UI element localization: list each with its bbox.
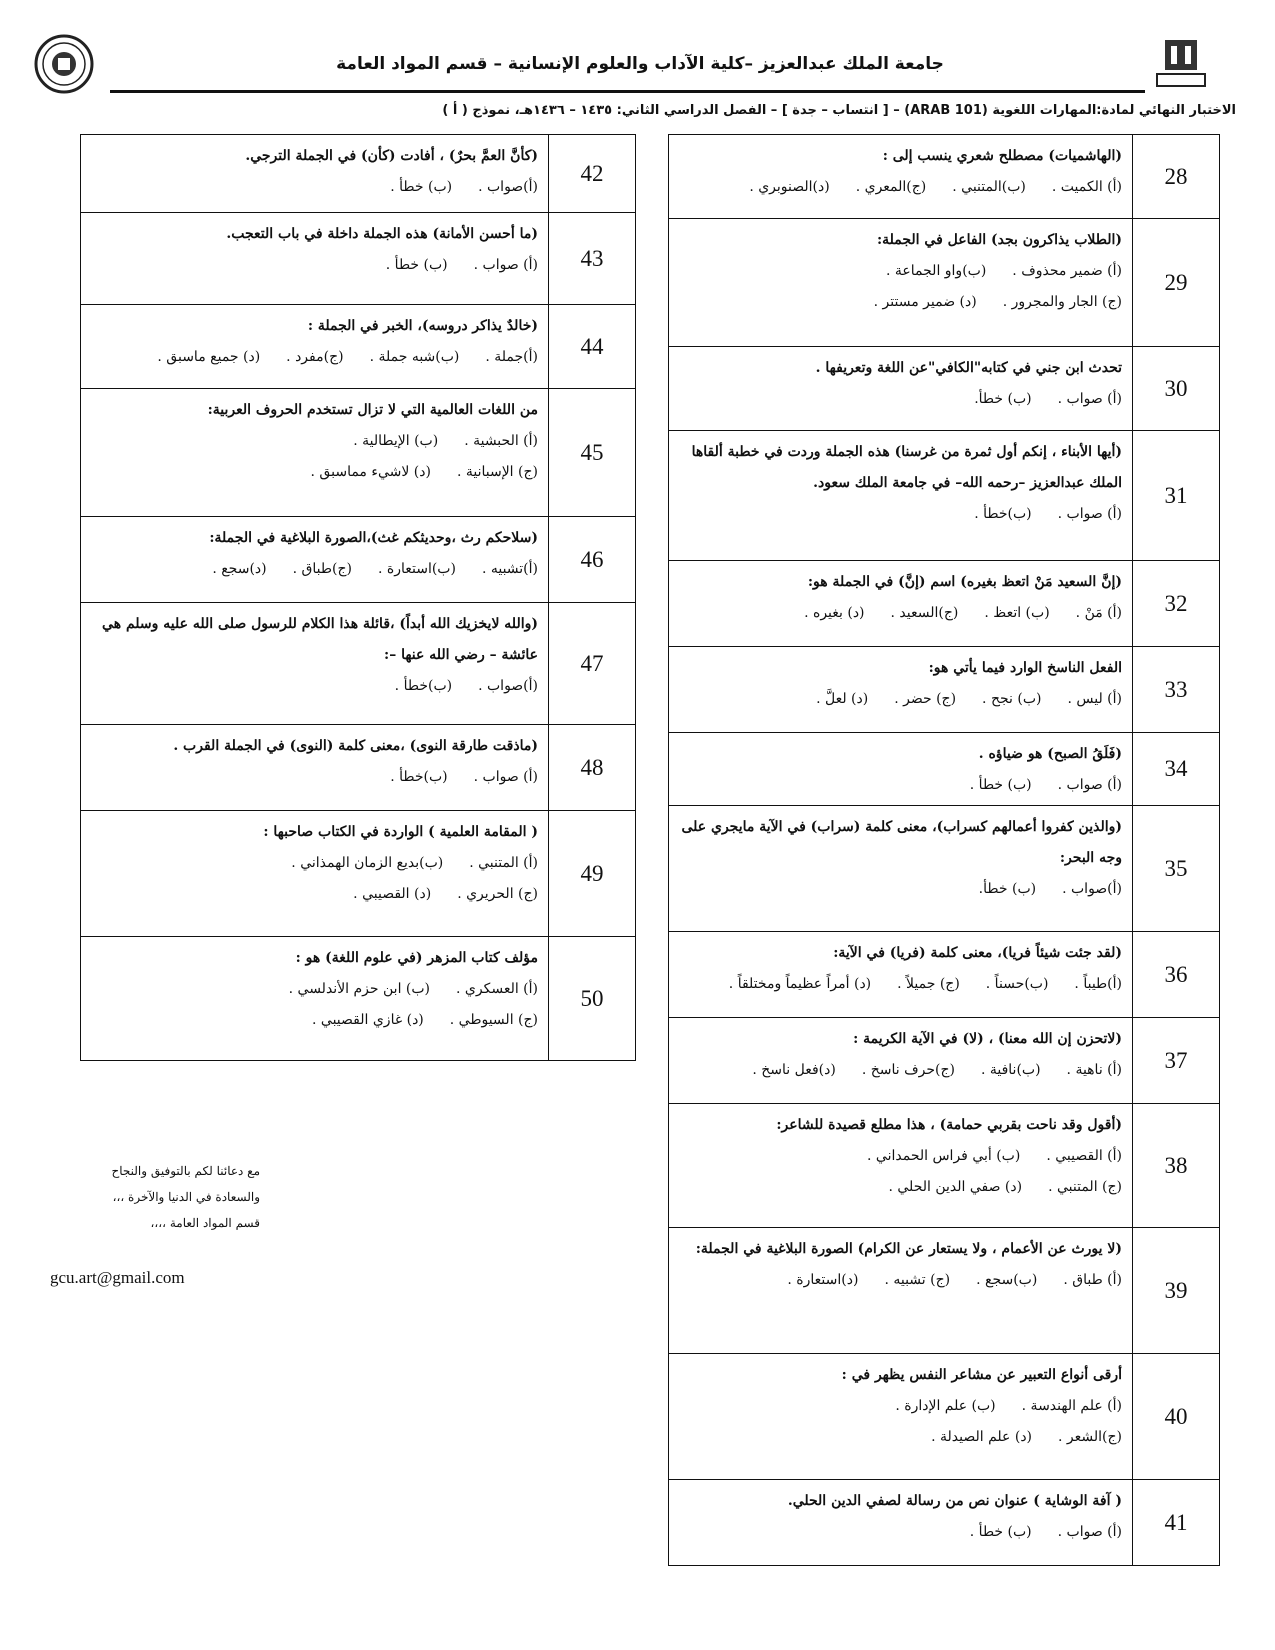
header-title: جامعة الملك عبدالعزيز –كلية الآداب والعلوم الإنسانية – قسم المواد العامة <box>336 54 944 74</box>
answer-option: (د) صفي الدين الحلي . <box>888 1179 1023 1195</box>
answer-option: (أ) صواب . <box>1057 506 1122 522</box>
question-cell <box>81 135 549 213</box>
question-text: (الطلاب يذاكرون بجد) الفاعل في الجملة: <box>876 232 1122 248</box>
answer-option: (ب) خطأ. <box>974 391 1032 407</box>
answer-option: (ب)سجع . <box>976 1272 1038 1288</box>
footer-note <box>50 1158 260 1236</box>
exam-subtitle: الاختبار النهائي لمادة:المهارات اللغوية (ARAB 101) – [ انتساب – جدة ] – الفصل الدراسي الثاني: ١٤٣٥ – ١٤٣٦هـ، نموذج ( أ ) <box>442 103 1236 118</box>
question-number: 38 <box>1133 1104 1220 1228</box>
answer-option: (ب)حسناً . <box>985 976 1049 992</box>
question-number: 32 <box>1133 561 1220 647</box>
question-text: تحدث ابن جني في كتابه"الكافي"عن اللغة وتعريفها . <box>815 360 1122 376</box>
question-cell <box>81 517 549 603</box>
answer-option: (ب) خطأ. <box>978 881 1037 897</box>
question-text: (أقول وقد ناحت بقربي حمامة) ، هذا مطلع قصيدة للشاعر: <box>776 1117 1122 1133</box>
answer-option: (أ) صواب . <box>473 257 538 273</box>
question-number: 46 <box>549 517 636 603</box>
question-number: 39 <box>1133 1228 1220 1354</box>
question-row <box>669 1354 1220 1480</box>
answer-option: (ب)خطأ . <box>394 678 453 694</box>
question-cell <box>669 1354 1133 1480</box>
answer-option: (ج) الجار والمجرور . <box>1002 294 1122 310</box>
question-number: 47 <box>549 603 636 725</box>
question-row <box>669 1480 1220 1566</box>
answer-option: (ج) تشبيه . <box>884 1272 951 1288</box>
answer-option: (ج) السيوطي . <box>449 1012 538 1028</box>
question-number: 40 <box>1133 1354 1220 1480</box>
question-text: (لاتحزن إن الله معنا) ، (لا) في الآية الكريمة : <box>853 1031 1122 1047</box>
question-cell <box>669 135 1133 219</box>
question-row <box>669 806 1220 932</box>
answer-option: (ب)واو الجماعة . <box>886 263 987 279</box>
question-row <box>669 135 1220 219</box>
question-cell <box>669 1104 1133 1228</box>
options-line <box>91 342 538 373</box>
answer-option: (د) لاشيء مماسبق . <box>310 464 431 480</box>
answer-option: (د) ضمير مستتر . <box>873 294 977 310</box>
options-line <box>679 1391 1122 1422</box>
answer-option: (د)استعارة . <box>787 1272 859 1288</box>
question-row <box>81 603 636 725</box>
answer-option: (د) علم الصيدلة . <box>931 1429 1033 1445</box>
question-number: 33 <box>1133 647 1220 733</box>
answer-option: (أ) الكميت . <box>1051 179 1122 195</box>
answer-option: (ج) جميلاً . <box>897 976 960 992</box>
answer-option: (ب) ابن حزم الأندلسي . <box>288 981 431 997</box>
question-text: (ماذقت طارقة النوى) ،معنى كلمة (النوى) في الجملة القرب . <box>173 738 538 754</box>
question-number: 28 <box>1133 135 1220 219</box>
question-cell <box>81 937 549 1061</box>
options-line <box>679 1422 1122 1453</box>
answer-option: (ج) المتنبي . <box>1048 1179 1122 1195</box>
question-cell <box>669 1480 1133 1566</box>
options-line <box>679 256 1122 287</box>
question-text: أرقى أنواع التعبير عن مشاعر النفس يظهر في : <box>841 1367 1122 1383</box>
options-line <box>91 250 538 281</box>
answer-option: (أ) الحبشية . <box>464 433 538 449</box>
question-number: 30 <box>1133 347 1220 431</box>
options-line <box>91 879 538 910</box>
answer-option: (أ) علم الهندسة . <box>1021 1398 1122 1414</box>
answer-option: (ب)خطأ . <box>974 506 1032 522</box>
answer-option: (ب)نافية . <box>980 1062 1041 1078</box>
options-line <box>679 1055 1122 1086</box>
question-row <box>81 937 636 1061</box>
question-cell <box>81 389 549 517</box>
answer-option: (أ) مَنْ . <box>1075 605 1122 621</box>
options-line <box>91 848 538 879</box>
answer-option: (أ) صواب . <box>1057 777 1122 793</box>
options-line <box>679 499 1122 530</box>
options-line <box>91 762 538 793</box>
question-text: (الهاشميات) مصطلح شعري ينسب إلى : <box>882 148 1122 164</box>
question-number: 29 <box>1133 219 1220 347</box>
question-text: مؤلف كتاب المزهر (في علوم اللغة) هو : <box>295 950 538 966</box>
question-row <box>669 561 1220 647</box>
question-text: (كأنَّ العمَّ بحرٌ) ، أفادت (كأن) في الجملة الترجي. <box>245 148 538 164</box>
footer-line: مع دعائنا لكم بالتوفيق والنجاح <box>111 1164 260 1178</box>
options-line <box>679 1172 1122 1203</box>
answer-option: (ب) خطأ . <box>969 1524 1032 1540</box>
answer-option: (أ)تشبيه . <box>481 561 538 577</box>
question-text: (لا يورث عن الأعمام ، ولا يستعار عن الكرام) الصورة البلاغية في الجملة: <box>695 1241 1122 1257</box>
options-line <box>91 457 538 488</box>
answer-option: (ج)طباق . <box>292 561 352 577</box>
answer-option: (أ) ضمير محذوف . <box>1012 263 1122 279</box>
question-cell <box>81 811 549 937</box>
answer-option: (أ) صواب . <box>1057 391 1122 407</box>
question-row <box>81 305 636 389</box>
question-cell <box>669 219 1133 347</box>
answer-option: (ب)استعارة . <box>377 561 456 577</box>
answer-option: (ب)المتنبي . <box>952 179 1026 195</box>
answer-option: (ج) الإسبانية . <box>456 464 538 480</box>
question-cell <box>81 305 549 389</box>
answer-option: (ب) خطأ . <box>390 179 453 195</box>
answer-option: (أ) طباق . <box>1063 1272 1122 1288</box>
answer-option: (أ)صواب . <box>1062 881 1122 897</box>
answer-option: (د) لعلَّ . <box>816 691 869 707</box>
question-cell <box>669 806 1133 932</box>
answer-option: (ب)شبه جملة . <box>369 349 460 365</box>
answer-option: (ج)الشعر . <box>1058 1429 1122 1445</box>
answer-option: (د)سجع . <box>212 561 267 577</box>
answer-option: (ب)خطأ . <box>390 769 448 785</box>
answer-option: (أ) صواب . <box>473 769 538 785</box>
header-divider <box>110 90 1145 93</box>
question-cell <box>669 1228 1133 1354</box>
question-text: (والذين كفروا أعمالهم كسراب)، معنى كلمة (سراب) في الآية مايجري على وجه البحر: <box>681 819 1122 866</box>
question-row <box>669 219 1220 347</box>
answer-option: (د) بغيره . <box>804 605 865 621</box>
question-number: 43 <box>549 213 636 305</box>
answer-option: (أ) صواب . <box>1057 1524 1122 1540</box>
question-number: 41 <box>1133 1480 1220 1566</box>
question-cell <box>669 932 1133 1018</box>
options-line <box>679 684 1122 715</box>
options-line <box>679 1141 1122 1172</box>
question-number: 31 <box>1133 431 1220 561</box>
question-row <box>669 647 1220 733</box>
options-line <box>91 554 538 585</box>
university-emblem-logo <box>1151 34 1211 94</box>
question-text: (أيها الأبناء ، إنكم أول ثمرة من غرسنا) هذه الجملة وردت في خطبة ألقاها الملك عبدالعزيز –رحمه الله– في جامعة الملك سعود. <box>691 444 1122 491</box>
options-line <box>679 287 1122 318</box>
question-number: 45 <box>549 389 636 517</box>
question-row <box>81 389 636 517</box>
options-line <box>679 874 1122 905</box>
question-text: (ما أحسن الأمانة) هذه الجملة داخلة في باب التعجب. <box>226 226 538 242</box>
question-text: (والله لايخزيك الله أبداً) ،قائلة هذا الكلام للرسول صلى الله عليه وسلم هي عائشة – رضي الله عنها –: <box>102 616 538 663</box>
options-line <box>91 426 538 457</box>
answer-option: (ب) اتعظ . <box>984 605 1050 621</box>
answer-option: (أ)طيباً . <box>1074 976 1122 992</box>
question-cell <box>669 1018 1133 1104</box>
options-line <box>679 384 1122 415</box>
answer-option: (أ) المتنبي . <box>469 855 538 871</box>
answer-option: (ب) أبي فراس الحمداني . <box>867 1148 1021 1164</box>
question-cell <box>669 347 1133 431</box>
question-number: 37 <box>1133 1018 1220 1104</box>
question-number: 48 <box>549 725 636 811</box>
answer-option: (د)الصنوبري . <box>749 179 830 195</box>
answer-option: (د) جميع ماسبق . <box>157 349 261 365</box>
question-cell <box>81 213 549 305</box>
question-number: 42 <box>549 135 636 213</box>
answer-option: (ب) خطأ . <box>385 257 448 273</box>
question-cell <box>669 561 1133 647</box>
questions-table-right <box>668 134 1220 1566</box>
answer-option: (ب) خطأ . <box>969 777 1032 793</box>
answer-option: (ج)حرف ناسخ . <box>861 1062 955 1078</box>
answer-option: (أ)صواب . <box>478 179 538 195</box>
contact-email: gcu.art@gmail.com <box>50 1268 185 1287</box>
footer-line: قسم المواد العامة ،،،، <box>150 1216 260 1230</box>
question-row <box>81 811 636 937</box>
question-text: ( آفة الوشاية ) عنوان نص من رسالة لصفي الدين الحلي. <box>787 1493 1122 1509</box>
answer-option: (ج) حضر . <box>894 691 957 707</box>
question-row <box>81 213 636 305</box>
question-number: 44 <box>549 305 636 389</box>
questions-table-left <box>80 134 636 1061</box>
options-line <box>91 671 538 702</box>
answer-option: (د) القصيبي . <box>353 886 432 902</box>
options-line <box>679 598 1122 629</box>
university-seal-logo <box>34 34 94 94</box>
options-line <box>91 172 538 203</box>
answer-option: (ج)السعيد . <box>890 605 959 621</box>
question-row <box>81 517 636 603</box>
question-text: (خالدٌ يذاكر دروسه)، الخبر في الجملة : <box>307 318 538 334</box>
question-cell <box>669 733 1133 806</box>
question-row <box>669 431 1220 561</box>
options-line <box>679 1265 1122 1296</box>
question-text: (سلاحكم رث ،وحديثكم غث)،الصورة البلاغية في الجملة: <box>209 530 538 546</box>
options-line <box>679 770 1122 801</box>
question-number: 49 <box>549 811 636 937</box>
question-cell <box>669 647 1133 733</box>
question-cell <box>669 431 1133 561</box>
question-row <box>81 135 636 213</box>
question-cell <box>81 725 549 811</box>
answer-option: (أ)جملة . <box>485 349 538 365</box>
answer-option: (أ)صواب . <box>478 678 538 694</box>
answer-option: (أ) القصيبي . <box>1046 1148 1122 1164</box>
question-row <box>669 1104 1220 1228</box>
question-row <box>669 347 1220 431</box>
answer-option: (ب) الإيطالية . <box>353 433 439 449</box>
question-text: ( المقامة العلمية ) الواردة في الكتاب صاحبها : <box>263 824 538 840</box>
answer-option: (ب) نجح . <box>982 691 1042 707</box>
question-cell <box>81 603 549 725</box>
footer-line: والسعادة في الدنيا والآخرة ،،، <box>112 1190 260 1204</box>
answer-option: (أ) ناهية . <box>1066 1062 1122 1078</box>
answer-option: (د)فعل ناسخ . <box>752 1062 836 1078</box>
answer-option: (أ) العسكري . <box>456 981 538 997</box>
answer-option: (د) أمراً عظيماً ومختلقاً . <box>728 976 872 992</box>
answer-option: (أ) ليس . <box>1067 691 1122 707</box>
options-line <box>679 969 1122 1000</box>
question-number: 36 <box>1133 932 1220 1018</box>
question-text: من اللغات العالمية التي لا تزال تستخدم الحروف العربية: <box>207 402 538 418</box>
answer-option: (ج)المعري . <box>855 179 927 195</box>
question-row <box>669 1018 1220 1104</box>
question-row <box>81 725 636 811</box>
answer-option: (ب)بديع الزمان الهمذاني . <box>291 855 444 871</box>
question-text: (إنَّ السعيد مَنْ اتعظ بغيره) اسم (إنَّ) في الجملة هو: <box>807 574 1122 590</box>
answer-option: (د) غازي القصيبي . <box>312 1012 424 1028</box>
answer-option: (ب) علم الإدارة . <box>895 1398 996 1414</box>
question-text: (لقد جئت شيئاً فريا)، معنى كلمة (فريا) في الآية: <box>833 945 1122 961</box>
options-line <box>91 1005 538 1036</box>
options-line <box>91 974 538 1005</box>
options-line <box>679 1517 1122 1548</box>
question-row <box>669 932 1220 1018</box>
question-row <box>669 733 1220 806</box>
question-row <box>669 1228 1220 1354</box>
answer-option: (ج)مفرد . <box>286 349 344 365</box>
question-number: 50 <box>549 937 636 1061</box>
answer-option: (ج) الحريري . <box>457 886 538 902</box>
question-text: (فَلَقُ الصبح) هو ضياؤه . <box>978 746 1122 762</box>
options-line <box>679 172 1122 203</box>
question-number: 35 <box>1133 806 1220 932</box>
question-number: 34 <box>1133 733 1220 806</box>
question-text: الفعل الناسخ الوارد فيما يأتي هو: <box>928 660 1122 676</box>
